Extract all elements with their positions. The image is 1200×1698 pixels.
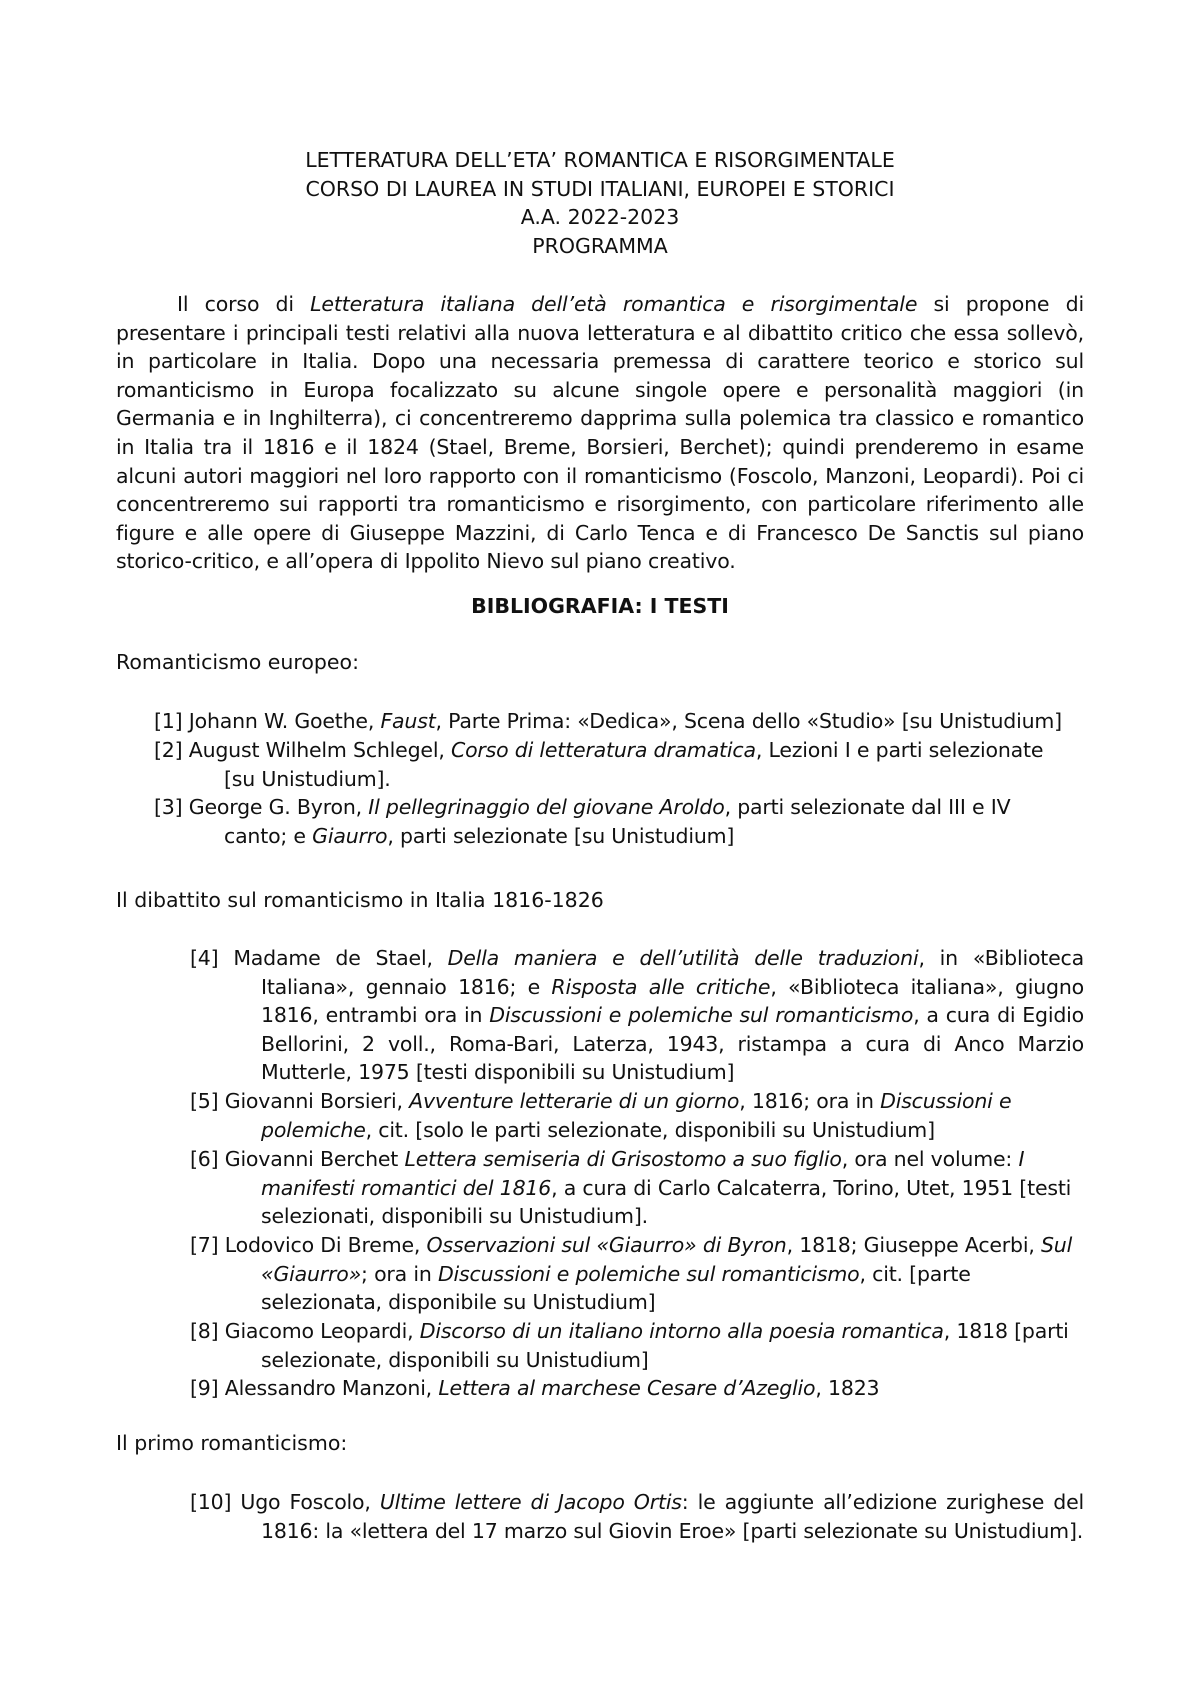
entry-text: [1] Johann W. Goethe, <box>154 709 381 733</box>
entry-text: , 1816; ora in <box>739 1089 881 1113</box>
entry-text: , 1818 [parti selezionate, disponibili su Unistudium] <box>261 1319 1069 1372</box>
entry-text: , ora nel volume: <box>841 1147 1019 1171</box>
bibliography-heading: BIBLIOGRAFIA: I TESTI <box>471 594 729 618</box>
entry-text: [4] Madame de Stael, <box>190 946 448 970</box>
bibliography-entry-4 <box>190 944 1084 1087</box>
course-title: LETTERATURA DELL’ETA’ ROMANTICA E RISORGIMENTALE <box>305 148 895 172</box>
entry-title: Giaurro <box>312 823 388 848</box>
section-title-dibattito: Il dibattito sul romanticismo in Italia 1816-1826 <box>116 888 604 912</box>
intro-text-body: si propone di presentare i principali testi relativi alla nuova letteratura e al dibattito critico che essa sollevò, in particolare in Italia. Dopo una necessaria premessa di carattere teorico e storico sul romanticismo in Europa focalizzato su alcune singole opere e personalità maggiori (in Germania e in Inghilterra), ci concentreremo dapprima sulla polemica tra classico e romantico in Italia tra il 1816 e il 1824 (Stael, Breme, Borsieri, Berchet); quindi prenderemo in esame alcuni autori maggiori nel loro rapporto con il romanticismo (Foscolo, Manzoni, Leopardi). Poi ci concentreremo sui rapporti tra romanticismo e risorgimento, con particolare riferimento alle figure e alle opere di Giuseppe Mazzini, di Carlo Tenca e di Francesco De Sanctis sul piano storico-critico, e all’opera di Ippolito Nievo sul piano creativo. <box>116 292 1084 574</box>
entry-title: Lettera al marchese Cesare d’Azeglio <box>438 1376 816 1400</box>
entry-text: [6] Giovanni Berchet <box>190 1147 405 1171</box>
entry-text: [3] George G. Byron, <box>154 795 369 819</box>
entry-title: I manifesti romantici del 1816 <box>261 1147 1025 1200</box>
entry-title: Discussioni e polemiche <box>261 1089 1012 1142</box>
entry-title: Lettera semiseria di Grisostomo a suo figlio <box>404 1147 842 1171</box>
entry-title: Sul «Giaurro» <box>261 1233 1073 1286</box>
entry-text: : le aggiunte all’edizione zurighese del 1816: la «lettera del 17 marzo sul Giovin Eroe» [parti selezionate su Unistudium]. <box>261 1490 1084 1543</box>
program-label: PROGRAMMA <box>532 233 668 258</box>
bibliography-entry-8 <box>190 1317 1084 1374</box>
entry-text: [8] Giacomo Leopardi, <box>190 1319 420 1343</box>
entry-title: Osservazioni sul «Giaurro» di Byron <box>426 1233 787 1257</box>
entry-text: [9] Alessandro Manzoni, <box>190 1376 439 1400</box>
entry-text: , a cura di Egidio Bellorini, 2 voll., Roma-Bari, Laterza, 1943, ristampa a cura di Anco Marzio Mutterle, 1975 [testi disponibili su Unistudium] <box>261 1003 1084 1085</box>
bibliography-entry-2 <box>154 736 1074 793</box>
intro-text-start: Il corso di <box>177 292 311 316</box>
entry-text: , parti selezionate [su Unistudium] <box>387 823 735 848</box>
entry-text: , Lezioni I e parti selezionate [su Unistudium]. <box>224 738 1044 791</box>
entry-text: [5] Giovanni Borsieri, <box>190 1089 410 1113</box>
entry-title: Risposta alle critiche <box>551 974 771 999</box>
entry-title: Discussioni e polemiche sul romanticismo <box>489 1003 914 1028</box>
entry-title: Discussioni e polemiche sul romanticismo <box>437 1261 860 1286</box>
entry-text: [10] Ugo Foscolo, <box>190 1490 380 1514</box>
course-description <box>116 290 1084 576</box>
bibliography-entry-3 <box>154 793 1074 850</box>
bibliography-entry-6 <box>190 1145 1084 1231</box>
entry-title: Corso di letteratura dramatica <box>450 738 756 762</box>
entry-text: , a cura di Carlo Calcaterra, Torino, Utet, 1951 [testi selezionati, disponibili su Unistudium]. <box>261 1175 1072 1229</box>
entry-text: , 1823 <box>815 1376 880 1400</box>
intro-course-name: Letteratura italiana dell’età romantica e risorgimentale <box>310 292 918 316</box>
entry-title: Faust <box>380 709 436 733</box>
bibliography-entry-7 <box>190 1231 1084 1317</box>
entry-text: ; ora in <box>361 1261 438 1286</box>
entry-text: , Parte Prima: «Dedica», Scena dello «Studio» [su Unistudium] <box>435 709 1062 733</box>
bibliography-entry-1 <box>154 707 1074 736</box>
entry-text: [2] August Wilhelm Schlegel, <box>154 738 451 762</box>
entry-title: Avventure letterarie di un giorno <box>409 1089 740 1113</box>
entry-text: , in «Biblioteca Italiana», gennaio 1816; e <box>261 946 1084 999</box>
entry-text: , parti selezionate dal III e IV canto; e <box>224 795 1011 848</box>
entry-text: , cit. [solo le parti selezionate, disponibili su Unistudium] <box>365 1117 935 1142</box>
degree-program: CORSO DI LAUREA IN STUDI ITALIANI, EUROPEI E STORICI <box>305 176 895 201</box>
entry-text: , «Biblioteca italiana», giugno 1816, entrambi ora in <box>261 974 1084 1028</box>
entry-title: Il pellegrinaggio del giovane Aroldo <box>368 795 725 819</box>
entry-title: Ultime lettere di Jacopo Ortis <box>379 1490 682 1514</box>
entry-title: Discorso di un italiano intorno alla poesia romantica <box>419 1319 944 1343</box>
bibliography-entry-10 <box>190 1488 1084 1545</box>
entry-title: Della maniera e dell’utilità delle traduzioni <box>447 946 919 970</box>
entry-text: , cit. [parte selezionata, disponibile su Unistudium] <box>261 1261 971 1315</box>
bibliography-entry-9 <box>190 1374 1084 1403</box>
entry-text: [7] Lodovico Di Breme, <box>190 1233 427 1257</box>
academic-year: A.A. 2022-2023 <box>520 205 680 229</box>
section-title-romanticismo-europeo: Romanticismo europeo: <box>116 650 359 674</box>
bibliography-entry-5 <box>190 1087 1084 1144</box>
entry-text: , 1818; Giuseppe Acerbi, <box>786 1233 1041 1257</box>
section-title-primo-romanticismo: Il primo romanticismo: <box>116 1431 348 1455</box>
document-header <box>0 146 1200 260</box>
